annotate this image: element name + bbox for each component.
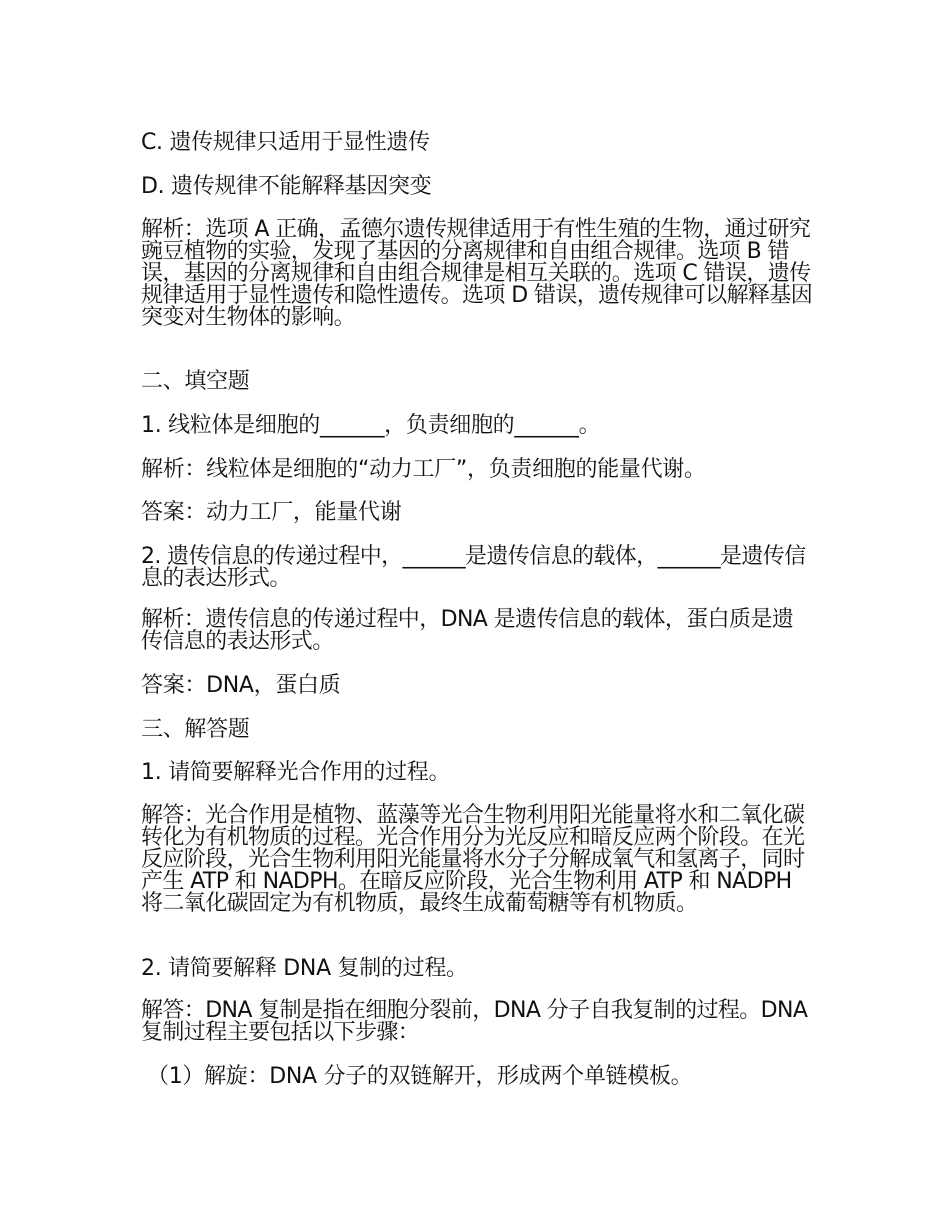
mc-analysis: 解析：选项 A 正确，孟德尔遗传规律适用于有性生殖的生物，通过研究豌豆植物的实验，发现了基因的分离规律和自由组合规律。选项 B 错误，基因的分离规律和自由组合规律是相互关联的。选项 C 错误，遗传规律适用于显性遗传和隐性遗传。选项 D 错误，遗传规律可以解释基因突变对生物体的影响。 (141, 217, 813, 330)
sa-q1-answer: 解答：光合作用是植物、蓝藻等光合生物利用阳光能量将水和二氧化碳转化为有机物质的过程。光合作用分为光反应和暗反应两个阶段。在光反应阶段，光合生物利用阳光能量将水分子分解成氧气和氢离子，同时产生 ATP 和 NADPH。在暗反应阶段，光合生物利用 ATP 和 NADPH 将二氧化碳固定为有机物质，最终生成葡萄糖等有机物质。 (141, 803, 805, 916)
sa-q1-question: 1. 请简要解释光合作用的过程。 (141, 760, 451, 785)
fill-q2-analysis: 解析：遗传信息的传递过程中，DNA 是遗传信息的载体，蛋白质是遗传信息的表达形式。 (141, 607, 794, 654)
fill-q2-question: 2. 遗传信息的传递过程中，______是遗传信息的载体，______是遗传信息的表达形式。 (141, 544, 806, 591)
option-c: C. 遗传规律只适用于显性遗传 (141, 130, 430, 155)
sa-q2-step1: （1）解旋：DNA 分子的双链解开，形成两个单链模板。 (147, 1064, 693, 1089)
fill-in-blank-heading: 二、填空题 (141, 369, 250, 394)
short-answer-heading: 三、解答题 (141, 717, 250, 742)
option-d: D. 遗传规律不能解释基因突变 (141, 174, 432, 199)
fill-q1-answer: 答案：动力工厂，能量代谢 (141, 500, 402, 525)
fill-q1-question: 1. 线粒体是细胞的______，负责细胞的______。 (141, 413, 601, 438)
fill-q1-analysis: 解析：线粒体是细胞的“动力工厂”，负责细胞的能量代谢。 (141, 457, 706, 482)
sa-q2-answer: 解答：DNA 复制是指在细胞分裂前，DNA 分子自我复制的过程。DNA 复制过程主要包括以下步骤： (141, 998, 808, 1045)
fill-q2-answer: 答案：DNA，蛋白质 (141, 673, 341, 698)
sa-q2-question: 2. 请简要解释 DNA 复制的过程。 (141, 956, 468, 981)
